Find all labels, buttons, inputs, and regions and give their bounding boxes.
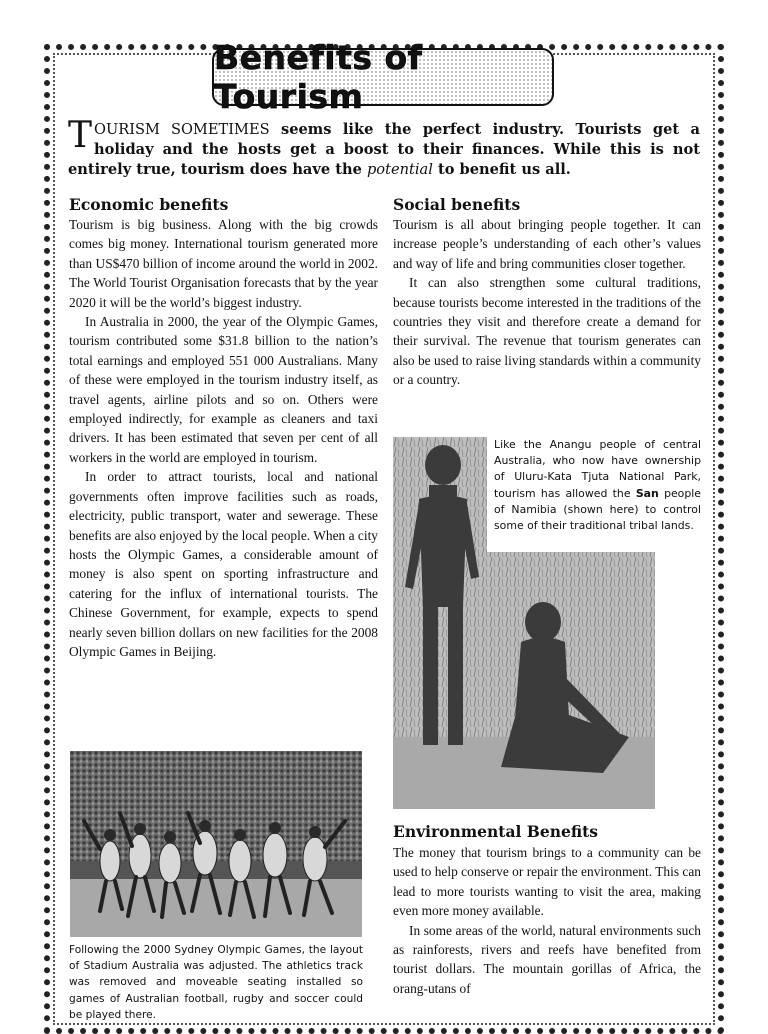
economic-heading: Economic benefits [69, 195, 229, 214]
social-heading: Social benefits [393, 195, 521, 214]
olympic-photo-caption: Following the 2000 Sydney Olympic Games, the layout of Stadium Australia was adjusted. The athletics track was removed and moveable seating installed so games of Australian football, rugby and soccer could be played there. [69, 944, 363, 1021]
intro-italic-word: potential [366, 161, 433, 178]
page-title: Benefits of Tourism [214, 38, 423, 116]
intro-paragraph [68, 115, 701, 180]
environmental-paragraph-1: The money that tourism brings to a community can be used to help conserve or repair the environment. This can lead to more tourists wanting to visit the area, making even more money available. [393, 845, 701, 919]
social-paragraph-2: It can also strengthen some cultural traditions, because tourists become interested in the traditions of the countries they visit and therefore create a demand for their survival. The revenue that tourism generates can also be used to raise living standards within a community or a country. [393, 275, 701, 388]
san-caption-text-2: people of Namibia (shown here) to control some of their traditional tribal lands. [494, 486, 701, 533]
economic-body [69, 215, 378, 661]
economic-paragraph-3: In order to attract tourists, local and national governments often improve facilities such as roads, electricity, public transport, water and sewerage. These benefits are also enjoyed by the local people. When a city hosts the Olympic Games, a considerable amount of money is also spent on sporting infrastructure and catering for the influx of international tourists. The Chinese Government, for example, expects to spend nearly seven billion dollars on new facilities for the 2008 Olympic Games in Beijing. [69, 469, 378, 659]
environmental-body [393, 843, 701, 998]
economic-paragraph-1: Tourism is big business. Along with the big crowds comes big money. International tourism generated more than US$470 billion of income around the world in 2002. The World Tourist Organisation forecasts that by the year 2020 it will be the world’s biggest industry. [69, 217, 378, 310]
social-body [393, 215, 701, 390]
san-caption-text-1: Like the Anangu people of central Australia, who now have ownership of Uluru-Kata Tjuta National Park, tourism has allowed the [494, 438, 701, 500]
drop-cap: T [68, 115, 93, 156]
environmental-paragraph-2: In some areas of the world, natural environments such as rainforests, rivers and reefs have benefited from tourist dollars. The mountain gorillas of Africa, the orang-utans of [393, 922, 701, 996]
olympic-photo-illustration [70, 751, 362, 937]
economic-paragraph-2: In Australia in 2000, the year of the Olympic Games, tourism contributed some $31.8 billion to the nation’s total earnings and employed 551 000 Australians. Many of these were employed in the tourism industry itself, as travel agents, airline pilots and so on. Others were employed indirectly, for example as cleaners and taxi drivers. It has been estimated that seven per cent of all workers in the world are employed in tourism. [69, 314, 378, 465]
san-caption-bold: San [635, 486, 659, 500]
environmental-heading: Environmental Benefits [393, 822, 599, 841]
intro-text-1: seems like the perfect industry. [269, 121, 576, 138]
social-paragraph-1: Tourism is all about bringing people together. It can increase people’s understanding of each other’s values and way of life and bring communities closer together. [393, 217, 701, 271]
san-photo-caption [494, 437, 701, 534]
intro-text-3: to benefit us all. [432, 161, 571, 178]
intro-lead-caps: OURISM SOMETIMES [94, 121, 270, 138]
intro-bold-word: Tourists [575, 121, 642, 138]
title-banner [212, 38, 554, 116]
intro-text-2: get a holiday and the hosts get a boost to their finances. While this is not entirely true, tourism does have the [68, 121, 701, 178]
olympic-celebration-photo [70, 751, 362, 937]
